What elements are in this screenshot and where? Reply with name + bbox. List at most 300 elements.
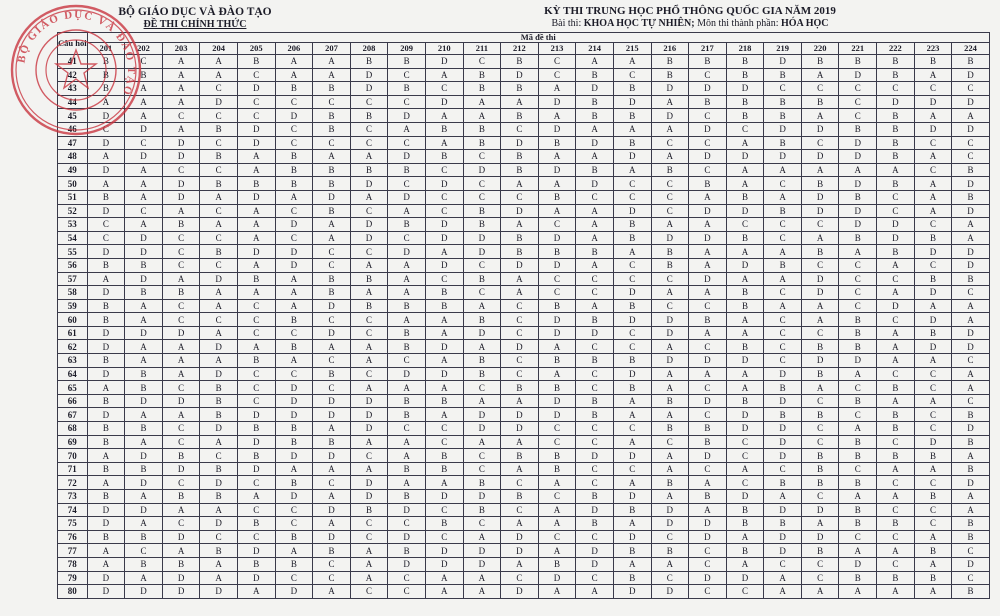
answer-cell: C (613, 190, 651, 204)
answer-cell: A (914, 150, 952, 164)
answer-cell: D (914, 122, 952, 136)
answer-cell: C (576, 286, 614, 300)
answer-cell: A (237, 163, 275, 177)
answer-cell: B (952, 530, 990, 544)
answer-cell: C (764, 177, 802, 191)
exam-code-header: 210 (425, 43, 463, 55)
answer-cell: A (87, 476, 125, 490)
answer-cell: D (651, 313, 689, 327)
question-number: 60 (58, 313, 88, 327)
exam-code-header: 214 (576, 43, 614, 55)
answer-cell: A (952, 218, 990, 232)
answer-cell: B (952, 517, 990, 531)
answer-cell: A (125, 82, 163, 96)
answer-cell: A (350, 557, 388, 571)
answer-cell: C (839, 462, 877, 476)
answer-cell: A (275, 354, 313, 368)
answer-cell: A (877, 286, 915, 300)
answer-cell: B (200, 150, 238, 164)
answer-cell: A (914, 190, 952, 204)
answer-cell: A (388, 313, 426, 327)
answer-cell: C (275, 503, 313, 517)
answer-cell: D (275, 585, 313, 599)
question-number: 42 (58, 68, 88, 82)
answer-cell: A (313, 218, 351, 232)
answer-cell: A (313, 422, 351, 436)
table-row (58, 190, 990, 204)
answer-cell: D (313, 408, 351, 422)
answer-cell: C (651, 530, 689, 544)
question-number: 64 (58, 367, 88, 381)
answer-cell: B (87, 394, 125, 408)
table-row (58, 517, 990, 531)
answer-cell: B (463, 476, 501, 490)
answer-cell: A (313, 150, 351, 164)
answer-cell: C (613, 326, 651, 340)
answer-cell: D (613, 367, 651, 381)
answer-cell: D (952, 326, 990, 340)
answer-cell: A (237, 204, 275, 218)
exam-code-header: 202 (125, 43, 163, 55)
answer-cell: A (162, 68, 200, 82)
answer-cell: C (200, 231, 238, 245)
answer-cell: B (839, 435, 877, 449)
answer-cell: B (388, 326, 426, 340)
answer-cell: A (538, 517, 576, 531)
answer-cell: D (801, 354, 839, 368)
answer-key-table (57, 32, 990, 599)
answer-cell: C (501, 476, 539, 490)
answer-cell: B (839, 503, 877, 517)
answer-cell: B (801, 55, 839, 69)
answer-cell: B (877, 449, 915, 463)
answer-cell: D (576, 503, 614, 517)
answer-cell: D (764, 530, 802, 544)
answer-cell: A (237, 231, 275, 245)
question-number: 78 (58, 557, 88, 571)
answer-cell: D (689, 272, 727, 286)
answer-cell: C (764, 340, 802, 354)
answer-cell: D (350, 218, 388, 232)
answer-cell: B (463, 272, 501, 286)
answer-cell: B (125, 68, 163, 82)
answer-cell: D (689, 530, 727, 544)
answer-cell: B (576, 95, 614, 109)
table-row (58, 245, 990, 259)
answer-cell: C (914, 408, 952, 422)
answer-cell: B (388, 82, 426, 96)
answer-cell: A (613, 163, 651, 177)
answer-cell: D (952, 258, 990, 272)
answer-cell: C (425, 163, 463, 177)
answer-cell: C (801, 394, 839, 408)
answer-cell: A (87, 95, 125, 109)
answer-cell: A (275, 68, 313, 82)
answer-cell: D (87, 163, 125, 177)
answer-cell: B (839, 571, 877, 585)
answer-cell: D (275, 245, 313, 259)
answer-cell: B (463, 122, 501, 136)
answer-cell: C (237, 503, 275, 517)
answer-cell: D (538, 163, 576, 177)
answer-cell: B (613, 571, 651, 585)
answer-cell: A (689, 190, 727, 204)
answer-cell: A (877, 326, 915, 340)
answer-cell: B (125, 367, 163, 381)
answer-cell: B (463, 218, 501, 232)
answer-cell: D (726, 258, 764, 272)
answer-cell: A (839, 245, 877, 259)
answer-cell: A (764, 299, 802, 313)
answer-cell: C (501, 367, 539, 381)
answer-cell: A (764, 490, 802, 504)
answer-cell: D (125, 449, 163, 463)
answer-cell: B (839, 476, 877, 490)
answer-cell: B (764, 476, 802, 490)
answer-cell: C (125, 204, 163, 218)
answer-cell: B (651, 163, 689, 177)
answer-cell: D (463, 557, 501, 571)
answer-cell: A (877, 585, 915, 599)
answer-cell: A (425, 68, 463, 82)
answer-cell: B (350, 55, 388, 69)
answer-cell: C (200, 258, 238, 272)
answer-cell: A (275, 272, 313, 286)
answer-cell: A (463, 394, 501, 408)
answer-cell: A (425, 476, 463, 490)
answer-cell: A (200, 435, 238, 449)
answer-cell: A (538, 150, 576, 164)
answer-cell: C (538, 286, 576, 300)
answer-cell: B (764, 109, 802, 123)
question-number: 48 (58, 150, 88, 164)
answer-cell: B (463, 136, 501, 150)
answer-cell: D (275, 258, 313, 272)
answer-cell: D (538, 122, 576, 136)
answer-cell: A (726, 326, 764, 340)
answer-cell: D (651, 503, 689, 517)
exam-code-header: 219 (764, 43, 802, 55)
answer-cell: D (313, 503, 351, 517)
answer-cell: B (87, 530, 125, 544)
answer-cell: A (538, 109, 576, 123)
answer-cell: B (613, 136, 651, 150)
answer-cell: C (914, 503, 952, 517)
answer-cell: D (839, 557, 877, 571)
answer-cell: B (877, 245, 915, 259)
answer-cell: D (914, 286, 952, 300)
answer-cell: B (87, 354, 125, 368)
answer-cell: A (237, 286, 275, 300)
answer-cell: A (801, 109, 839, 123)
answer-cell: C (914, 422, 952, 436)
answer-cell: A (613, 435, 651, 449)
table-row (58, 381, 990, 395)
answer-cell: A (877, 354, 915, 368)
table-row (58, 557, 990, 571)
answer-cell: C (689, 136, 727, 150)
answer-cell: D (613, 449, 651, 463)
answer-cell: B (914, 55, 952, 69)
answer-cell: D (200, 517, 238, 531)
answer-cell: B (275, 530, 313, 544)
answer-cell: C (538, 435, 576, 449)
answer-cell: A (576, 585, 614, 599)
answer-cell: C (313, 354, 351, 368)
answer-cell: B (388, 55, 426, 69)
answer-cell: D (839, 354, 877, 368)
answer-cell: A (388, 272, 426, 286)
table-row (58, 299, 990, 313)
answer-cell: D (952, 245, 990, 259)
answer-cell: C (538, 422, 576, 436)
answer-cell: A (313, 231, 351, 245)
answer-cell: D (764, 150, 802, 164)
answer-cell: B (613, 231, 651, 245)
answer-cell: C (313, 313, 351, 327)
table-row (58, 258, 990, 272)
answer-cell: B (689, 55, 727, 69)
answer-cell: A (726, 136, 764, 150)
answer-cell: A (801, 163, 839, 177)
answer-cell: D (613, 313, 651, 327)
answer-cell: D (313, 190, 351, 204)
answer-cell: B (313, 286, 351, 300)
answer-cell: C (87, 122, 125, 136)
answer-cell: A (801, 381, 839, 395)
answer-cell: B (162, 218, 200, 232)
answer-cell: C (350, 517, 388, 531)
answer-cell: B (801, 544, 839, 558)
answer-cell: C (689, 381, 727, 395)
answer-cell: C (162, 476, 200, 490)
answer-cell: A (613, 476, 651, 490)
answer-cell: A (689, 367, 727, 381)
answer-cell: D (613, 530, 651, 544)
answer-cell: C (388, 136, 426, 150)
answer-cell: B (237, 272, 275, 286)
answer-cell: C (237, 326, 275, 340)
answer-cell: A (914, 68, 952, 82)
answer-cell: A (87, 381, 125, 395)
answer-cell: D (87, 408, 125, 422)
answer-cell: D (651, 517, 689, 531)
answer-cell: D (839, 218, 877, 232)
answer-cell: A (200, 326, 238, 340)
answer-cell: A (350, 462, 388, 476)
answer-cell: D (463, 490, 501, 504)
answer-cell: D (839, 150, 877, 164)
answer-cell: A (651, 381, 689, 395)
answer-cell: C (801, 557, 839, 571)
answer-cell: B (764, 408, 802, 422)
answer-cell: D (125, 272, 163, 286)
answer-cell: B (764, 381, 802, 395)
answer-cell: B (125, 258, 163, 272)
answer-cell: D (425, 340, 463, 354)
answer-cell: D (764, 394, 802, 408)
answer-cell: D (538, 408, 576, 422)
answer-cell: A (689, 258, 727, 272)
table-row (58, 109, 990, 123)
answer-cell: B (801, 367, 839, 381)
answer-cell: D (801, 190, 839, 204)
answer-cell: A (425, 313, 463, 327)
table-row (58, 571, 990, 585)
answer-cell: B (726, 299, 764, 313)
answer-cell: D (275, 218, 313, 232)
answer-cell: A (275, 544, 313, 558)
answer-cell: D (952, 177, 990, 191)
question-number: 45 (58, 109, 88, 123)
table-row (58, 55, 990, 69)
table-row (58, 585, 990, 599)
answer-cell: C (576, 340, 614, 354)
answer-cell: B (237, 449, 275, 463)
answer-cell: C (162, 258, 200, 272)
answer-cell: C (801, 136, 839, 150)
answer-cell: C (388, 354, 426, 368)
answer-cell: A (350, 150, 388, 164)
question-number: 58 (58, 286, 88, 300)
answer-cell: B (425, 299, 463, 313)
answer-cell: C (689, 68, 727, 82)
answer-cell: A (576, 231, 614, 245)
answer-cell: A (764, 571, 802, 585)
answer-cell: B (388, 340, 426, 354)
answer-cell: C (463, 286, 501, 300)
answer-cell: C (801, 258, 839, 272)
answer-cell: A (313, 68, 351, 82)
answer-cell: D (501, 585, 539, 599)
answer-cell: A (125, 340, 163, 354)
answer-cell: C (651, 190, 689, 204)
answer-cell: C (425, 422, 463, 436)
exam-code-header: 215 (613, 43, 651, 55)
table-row (58, 122, 990, 136)
answer-cell: B (388, 394, 426, 408)
answer-cell: A (689, 286, 727, 300)
answer-cell: C (425, 272, 463, 286)
answer-cell: C (538, 68, 576, 82)
answer-cell: B (275, 340, 313, 354)
answer-cell: B (726, 68, 764, 82)
answer-cell: C (839, 299, 877, 313)
answer-cell: C (463, 177, 501, 191)
answer-cell: D (613, 286, 651, 300)
answer-cell: B (764, 258, 802, 272)
answer-cell: B (801, 462, 839, 476)
answer-cell: D (689, 231, 727, 245)
answer-cell: D (538, 394, 576, 408)
answer-cell: A (914, 462, 952, 476)
answer-cell: D (87, 367, 125, 381)
answer-cell: D (764, 422, 802, 436)
answer-cell: C (501, 354, 539, 368)
answer-cell: C (877, 190, 915, 204)
question-number: 77 (58, 544, 88, 558)
answer-cell: A (839, 490, 877, 504)
answer-cell: D (200, 476, 238, 490)
answer-cell: D (689, 150, 727, 164)
answer-cell: D (463, 544, 501, 558)
answer-cell: D (801, 204, 839, 218)
answer-cell: D (463, 326, 501, 340)
answer-cell: D (576, 177, 614, 191)
answer-cell: D (350, 82, 388, 96)
question-number: 46 (58, 122, 88, 136)
answer-cell: C (350, 122, 388, 136)
answer-cell: D (801, 503, 839, 517)
answer-cell: A (350, 571, 388, 585)
answer-cell: B (275, 422, 313, 436)
answer-cell: B (313, 435, 351, 449)
answer-cell: D (162, 150, 200, 164)
answer-cell: D (162, 394, 200, 408)
question-number: 55 (58, 245, 88, 259)
answer-cell: A (689, 326, 727, 340)
answer-cell: A (501, 218, 539, 232)
answer-cell: A (576, 218, 614, 232)
answer-cell: D (87, 245, 125, 259)
answer-cell: C (125, 544, 163, 558)
answer-cell: D (501, 258, 539, 272)
answer-cell: A (125, 517, 163, 531)
answer-cell: D (651, 585, 689, 599)
answer-cell: C (651, 136, 689, 150)
question-number: 52 (58, 204, 88, 218)
answer-cell: C (952, 544, 990, 558)
answer-cell: A (313, 462, 351, 476)
answer-cell: B (388, 462, 426, 476)
answer-cell: D (463, 245, 501, 259)
answer-cell: B (538, 557, 576, 571)
answer-cell: B (125, 381, 163, 395)
table-row (58, 340, 990, 354)
answer-cell: D (162, 462, 200, 476)
answer-cell: A (726, 462, 764, 476)
table-row (58, 394, 990, 408)
answer-cell: D (689, 354, 727, 368)
answer-cell: B (538, 381, 576, 395)
answer-cell: C (801, 326, 839, 340)
answer-cell: A (952, 313, 990, 327)
answer-cell: C (200, 82, 238, 96)
answer-cell: A (162, 354, 200, 368)
answer-cell: D (726, 204, 764, 218)
answer-cell: A (388, 286, 426, 300)
answer-cell: D (952, 204, 990, 218)
answer-cell: A (952, 449, 990, 463)
answer-cell: C (501, 190, 539, 204)
answer-cell: B (801, 177, 839, 191)
table-row (58, 82, 990, 96)
answer-cell: D (726, 354, 764, 368)
answer-cell: C (914, 258, 952, 272)
answer-cell: A (200, 299, 238, 313)
answer-cell: B (200, 177, 238, 191)
answer-cell: C (613, 340, 651, 354)
answer-cell: C (350, 313, 388, 327)
answer-cell: C (764, 557, 802, 571)
answer-cell: A (313, 585, 351, 599)
answer-cell: C (200, 530, 238, 544)
answer-cell: A (877, 340, 915, 354)
answer-cell: A (162, 55, 200, 69)
answer-cell: D (313, 326, 351, 340)
answer-cell: D (501, 340, 539, 354)
answer-cell: B (613, 109, 651, 123)
